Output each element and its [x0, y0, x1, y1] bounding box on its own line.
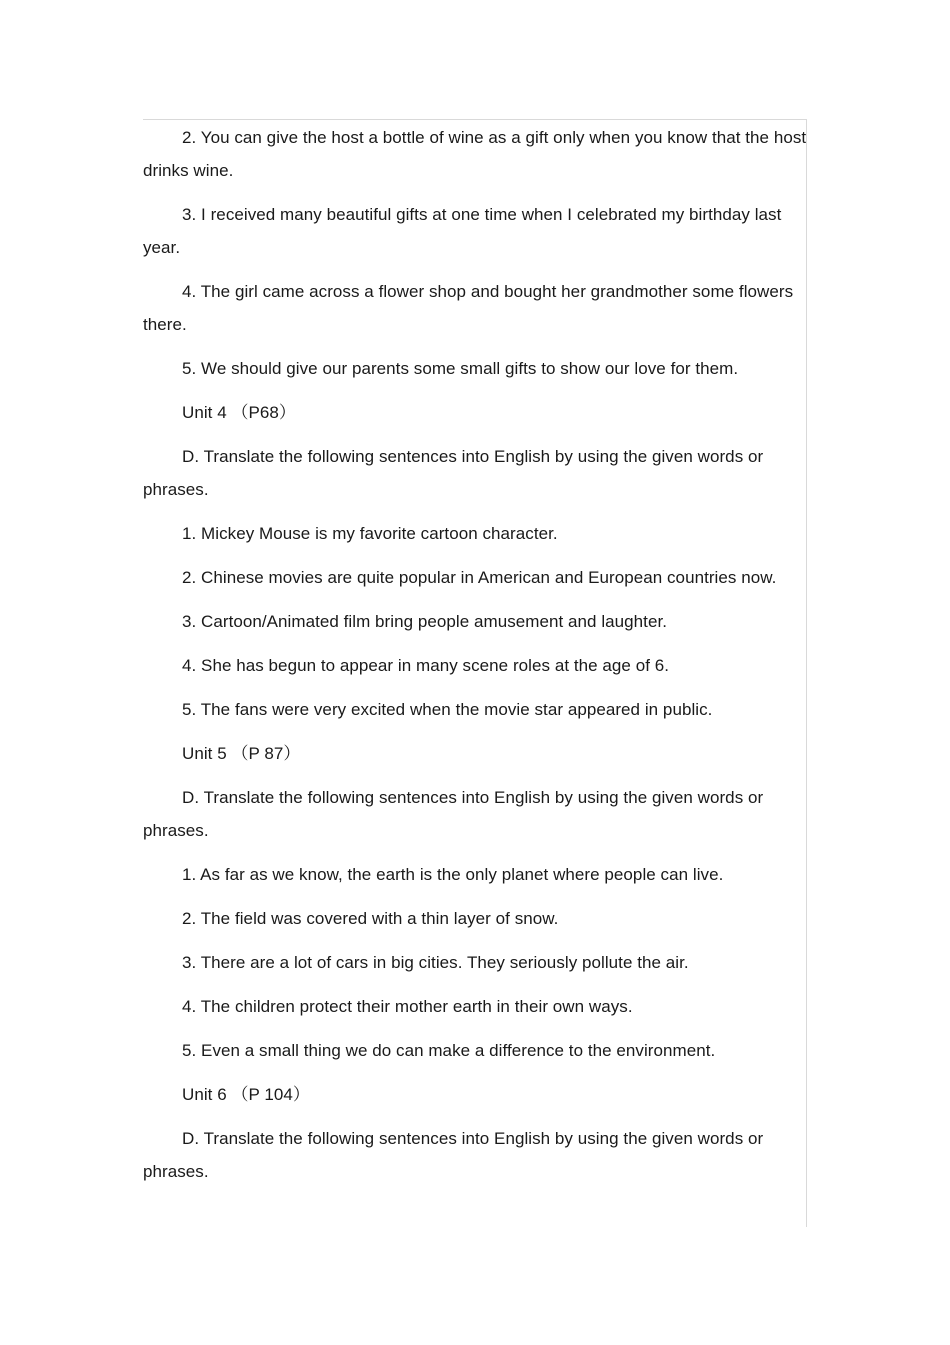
document-body	[143, 121, 811, 1199]
unit-heading: Unit 6 （P 104）	[182, 1085, 310, 1104]
exercise-instruction: D. Translate the following sentences into English by using the given words or phrases.	[143, 447, 764, 499]
answer-sentence: 3. Cartoon/Animated film bring people amusement and laughter.	[182, 612, 668, 631]
answer-sentence: 2. The field was covered with a thin layer of snow.	[182, 909, 559, 928]
answer-sentence: 4. She has begun to appear in many scene roles at the age of 6.	[182, 656, 670, 675]
answer-sentence: 5. The fans were very excited when the movie star appeared in public.	[182, 700, 713, 719]
exercise-instruction: D. Translate the following sentences into English by using the given words or phrases.	[143, 1129, 764, 1181]
answer-sentence: 4. The children protect their mother earth in their own ways.	[182, 997, 633, 1016]
page-frame-top-border	[143, 119, 807, 120]
exercise-instruction: D. Translate the following sentences into English by using the given words or phrases.	[143, 788, 764, 840]
unit-heading: Unit 5 （P 87）	[182, 744, 301, 763]
answer-sentence: 3. There are a lot of cars in big cities. They seriously pollute the air.	[182, 953, 689, 972]
answer-sentence: 1. Mickey Mouse is my favorite cartoon character.	[182, 524, 558, 543]
unit-heading: Unit 4 （P68）	[182, 403, 296, 422]
answer-sentence: 2. Chinese movies are quite popular in American and European countries now.	[182, 568, 777, 587]
answer-sentence: 4. The girl came across a flower shop and bought her grandmother some flowers there.	[143, 282, 794, 334]
answer-sentence: 5. Even a small thing we do can make a difference to the environment.	[182, 1041, 716, 1060]
answer-sentence: 1. As far as we know, the earth is the only planet where people can live.	[182, 865, 724, 884]
answer-sentence: 5. We should give our parents some small gifts to show our love for them.	[182, 359, 739, 378]
answer-sentence: 2. You can give the host a bottle of wine as a gift only when you know that the host drinks wine.	[143, 128, 807, 180]
answer-sentence: 3. I received many beautiful gifts at one time when I celebrated my birthday last year.	[143, 205, 782, 257]
